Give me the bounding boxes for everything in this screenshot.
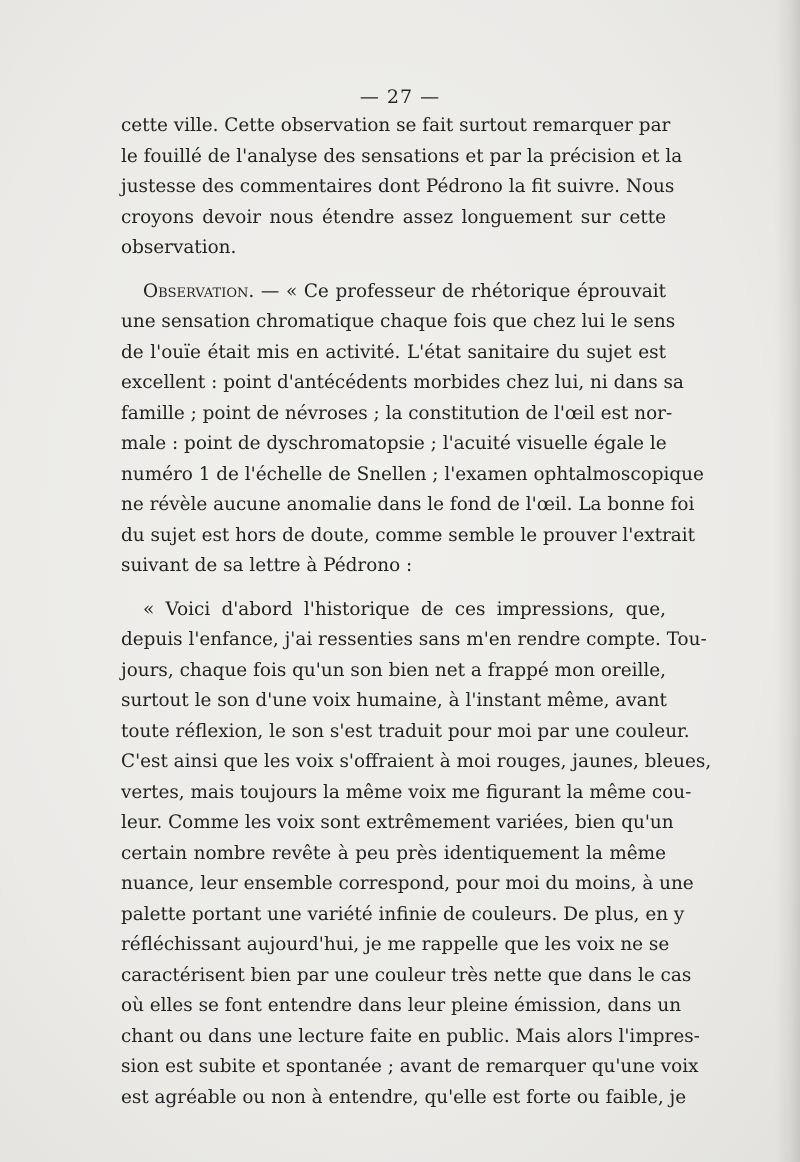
text-line: « Voici d'abord l'historique de ces impressions, que, [143, 598, 666, 620]
text-line: C'est ainsi que les voix s'offraient à moi rouges, jaunes, bleues, [121, 751, 712, 772]
text-line: surtout le son d'une voix humaine, à l'instant même, avant [121, 690, 667, 711]
text-line: vertes, mais toujours la même voix me figurant la même cou- [121, 781, 692, 803]
text-line: observation. [121, 237, 237, 258]
paragraph [121, 111, 683, 264]
page-number: — 27 — [359, 86, 441, 108]
text-line: cette ville. Cette observation se fait surtout remarquer par [121, 115, 671, 136]
text-line: le fouillé de l'analyse des sensations et par la précision et la [121, 145, 683, 167]
text-line: palette portant une variété infinie de couleurs. De plus, en y [121, 903, 685, 925]
text-line: de l'ouïe était mis en activité. L'état sanitaire du sujet est [121, 341, 666, 363]
text-line: nuance, leur ensemble correspond, pour moi du moins, à une [121, 873, 694, 894]
text-line: jours, chaque fois qu'un son bien net a frappé mon oreille, [121, 659, 666, 681]
text-line: où elles se font entendre dans leur pleine émission, dans un [121, 995, 682, 1016]
text-line: toute réflexion, le son s'est traduit pour moi par une couleur. [121, 720, 690, 742]
text-line: du sujet est hors de doute, comme semble le prouver l'extrait [121, 524, 696, 546]
text-line: ne révèle aucune anomalie dans le fond de l'œil. La bonne foi [121, 494, 695, 515]
text-line: famille ; point de névroses ; la constitution de l'œil est nor- [121, 402, 673, 424]
text-line: est agréable ou non à entendre, qu'elle est forte ou faible, je [121, 1086, 687, 1108]
text-line: croyons devoir nous étendre assez longuement sur cette [121, 206, 666, 228]
page-edge-shadow [774, 0, 800, 1162]
observation-heading: Observation. [143, 280, 255, 302]
text-line: depuis l'enfance, j'ai ressenties sans m'en rendre compte. Tou- [121, 629, 707, 650]
text-line: justesse des commentaires dont Pédrono la fit suivre. Nous [121, 176, 675, 197]
paragraph [121, 277, 704, 582]
text-line: chant ou dans une lecture faite en public. Mais alors l'impres- [121, 1025, 700, 1047]
text-line: réfléchissant aujourd'hui, je me rappelle que les voix ne se [121, 934, 670, 955]
body-text [121, 111, 712, 1113]
text-line: leur. Comme les voix sont extrêmement variées, bien qu'un [121, 812, 674, 833]
text-line: caractérisent bien par une couleur très nette que dans le cas [121, 964, 692, 986]
text-line: une sensation chromatique chaque fois que chez lui le sens [121, 311, 676, 332]
text-line: numéro 1 de l'échelle de Snellen ; l'examen ophtalmoscopique [121, 463, 704, 485]
text-run: — « Ce professeur de rhétorique éprouvait [254, 280, 666, 302]
paragraph [121, 595, 712, 1114]
text-line: suivant de sa lettre à Pédrono : [121, 555, 413, 576]
text-line: excellent : point d'antécédents morbides chez lui, ni dans sa [121, 372, 684, 393]
text-line: male : point de dyschromatopsie ; l'acuité visuelle égale le [121, 433, 667, 454]
text-line: certain nombre revête à peu près identiquement la même [121, 842, 666, 864]
text-line: sion est subite et spontanée ; avant de remarquer qu'une voix [121, 1056, 699, 1077]
text-line [121, 277, 666, 308]
